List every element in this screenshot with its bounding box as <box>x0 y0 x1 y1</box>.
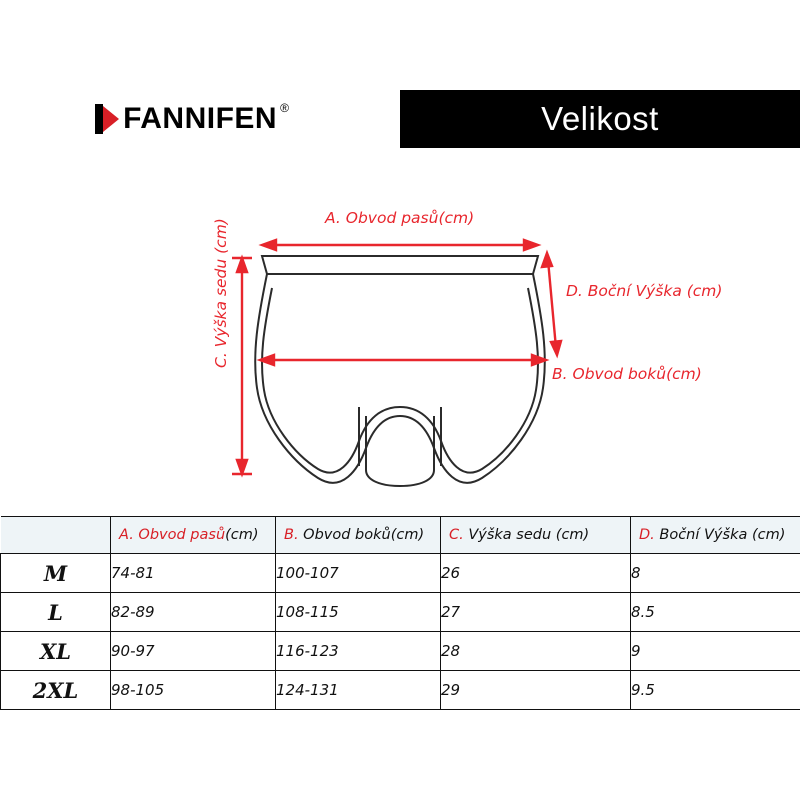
diagram-label-c: C. Výška sedu (cm) <box>212 218 230 368</box>
registered-trademark-icon: ® <box>280 101 289 115</box>
row-size: XL <box>1 632 111 671</box>
row-hip: 116-123 <box>276 632 441 671</box>
row-size: M <box>1 554 111 593</box>
table-header-row <box>1 517 800 554</box>
table-header-b <box>276 517 441 554</box>
brand-mark-icon <box>95 104 121 134</box>
table-header-a-unit: (cm) <box>225 527 259 543</box>
table-header-d-letter: D. <box>639 527 655 543</box>
row-rise: 29 <box>441 671 631 710</box>
table-row <box>1 671 800 710</box>
table-row <box>1 554 800 593</box>
row-side-height: 8.5 <box>631 593 800 632</box>
table-header-b-text: Obvod boků <box>298 527 391 543</box>
size-table <box>0 516 800 710</box>
measurement-diagram <box>0 148 800 516</box>
table-header-c <box>441 517 631 554</box>
table-header-a-letter: A. <box>119 527 134 543</box>
diagram-label-b: B. Obvod boků(cm) <box>552 365 702 383</box>
row-side-height: 9.5 <box>631 671 800 710</box>
row-waist: 74-81 <box>111 554 276 593</box>
row-side-height: 9 <box>631 632 800 671</box>
row-size: L <box>1 593 111 632</box>
table-header-b-letter: B. <box>284 527 299 543</box>
brand-panel <box>0 90 400 148</box>
table-header-c-letter: C. <box>449 527 464 543</box>
row-waist: 98-105 <box>111 671 276 710</box>
row-rise: 28 <box>441 632 631 671</box>
table-header-a-text: Obvod pasů <box>133 527 226 543</box>
row-hip: 124-131 <box>276 671 441 710</box>
table-header-d-text: Boční Výška <box>654 527 752 543</box>
brand-name: FANNIFEN <box>123 102 278 135</box>
row-rise: 26 <box>441 554 631 593</box>
row-hip: 100-107 <box>276 554 441 593</box>
table-header-a <box>111 517 276 554</box>
table-header-b-unit: (cm) <box>390 527 425 543</box>
table-header-d-unit: (cm) <box>751 527 786 543</box>
row-rise: 27 <box>441 593 631 632</box>
size-table-wrapper <box>0 516 800 710</box>
diagram-label-d: D. Boční Výška (cm) <box>566 282 723 300</box>
table-header-c-text: Výška sedu <box>463 527 556 543</box>
row-size: 2XL <box>1 671 111 710</box>
table-header-d <box>631 517 800 554</box>
table-header-c-unit: (cm) <box>555 527 590 543</box>
brand-logo <box>95 101 289 135</box>
table-row <box>1 632 800 671</box>
page-title: Velikost <box>541 100 659 137</box>
row-waist: 90-97 <box>111 632 276 671</box>
row-waist: 82-89 <box>111 593 276 632</box>
diagram-label-a: A. Obvod pasů(cm) <box>325 209 475 227</box>
header <box>0 90 800 148</box>
title-panel <box>400 90 800 148</box>
table-header-corner <box>1 517 111 554</box>
row-hip: 108-115 <box>276 593 441 632</box>
row-side-height: 8 <box>631 554 800 593</box>
table-row <box>1 593 800 632</box>
